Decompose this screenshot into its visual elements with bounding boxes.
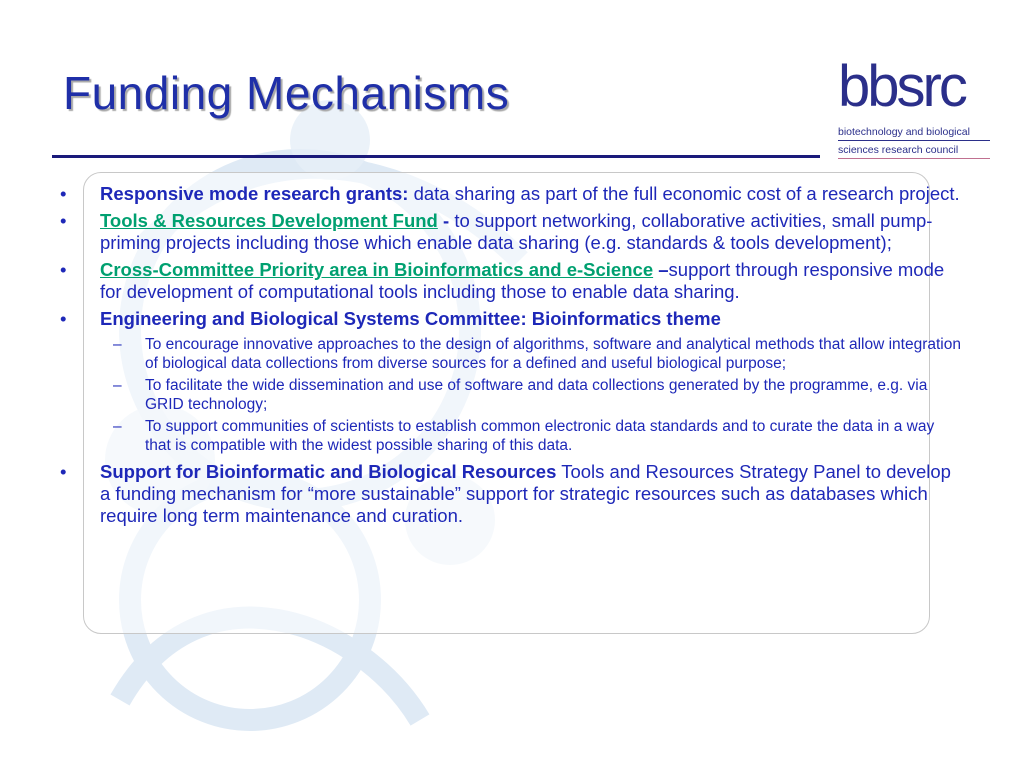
bbsrc-logo	[838, 54, 990, 162]
subbullet-text: To support communities of scientists to establish common electronic data standards and to curate the data in a way that is compatible with the widest possible sharing of this data.	[145, 418, 935, 454]
bullet-heading: Engineering and Biological Systems Committee: Bioinformatics theme	[100, 308, 721, 329]
bullet-separator: -	[437, 210, 455, 231]
subbullet-text: To facilitate the wide dissemination and use of software and data collections generated by the programme, e.g. via GRID technology;	[145, 377, 928, 413]
slide-title: Funding Mechanisms	[63, 67, 510, 119]
bullet-separator: –	[653, 259, 669, 280]
bullet-text: to support networking, collaborative activities, small pump-priming projects including those which enable data sharing (e.g. standards & tools development);	[100, 210, 933, 253]
title-divider	[52, 155, 820, 158]
bullet-marker: •	[60, 259, 67, 280]
bullet-text: data sharing as part of the full economic cost of a research project.	[408, 183, 960, 204]
bullet-text: Tools and Resources Strategy Panel to develop a funding mechanism for “more sustainable” support for strategic resources such as databases which require long term maintenance and curation.	[100, 461, 951, 526]
logo-rule-1	[838, 140, 990, 141]
bullet-heading: Support for Bioinformatic and Biological Resources	[100, 461, 557, 482]
bullet-marker: •	[60, 183, 67, 204]
bullet-marker: •	[60, 210, 67, 231]
subbullet-standards	[58, 417, 963, 455]
bullet-heading: Responsive mode research grants:	[100, 183, 409, 204]
subbullet-dissemination	[58, 376, 963, 414]
bullet-marker: •	[60, 461, 67, 482]
bullet-text: support through responsive mode for development of computational tools including those to enable data sharing.	[100, 259, 945, 302]
logo-line-2: sciences research council	[838, 144, 959, 156]
subbullet-marker: –	[113, 418, 122, 435]
subbullet-marker: –	[113, 336, 122, 353]
bullet-cross-committee	[58, 259, 963, 303]
bullet-ebs-committee	[58, 308, 963, 330]
subbullet-marker: –	[113, 377, 122, 394]
logo-rule-2	[838, 158, 990, 159]
logo-line-1: biotechnology and biological	[838, 126, 970, 138]
logo-wordmark: bbsrc	[838, 54, 965, 119]
subbullet-algorithms	[58, 335, 963, 373]
tools-resources-fund-link[interactable]: Tools & Resources Development Fund	[100, 210, 438, 231]
subbullet-text: To encourage innovative approaches to the design of algorithms, software and analytical methods that allow integration of biological data collections from diverse sources for a defined and useful biological purpose;	[145, 336, 961, 372]
bullet-list	[58, 183, 963, 532]
bullet-tools-resources-fund	[58, 210, 963, 254]
bullet-resources-support	[58, 461, 963, 527]
bullet-responsive-mode	[58, 183, 963, 205]
bullet-marker: •	[60, 308, 67, 329]
cross-committee-link[interactable]: Cross-Committee Priority area in Bioinformatics and e-Science	[100, 259, 654, 280]
